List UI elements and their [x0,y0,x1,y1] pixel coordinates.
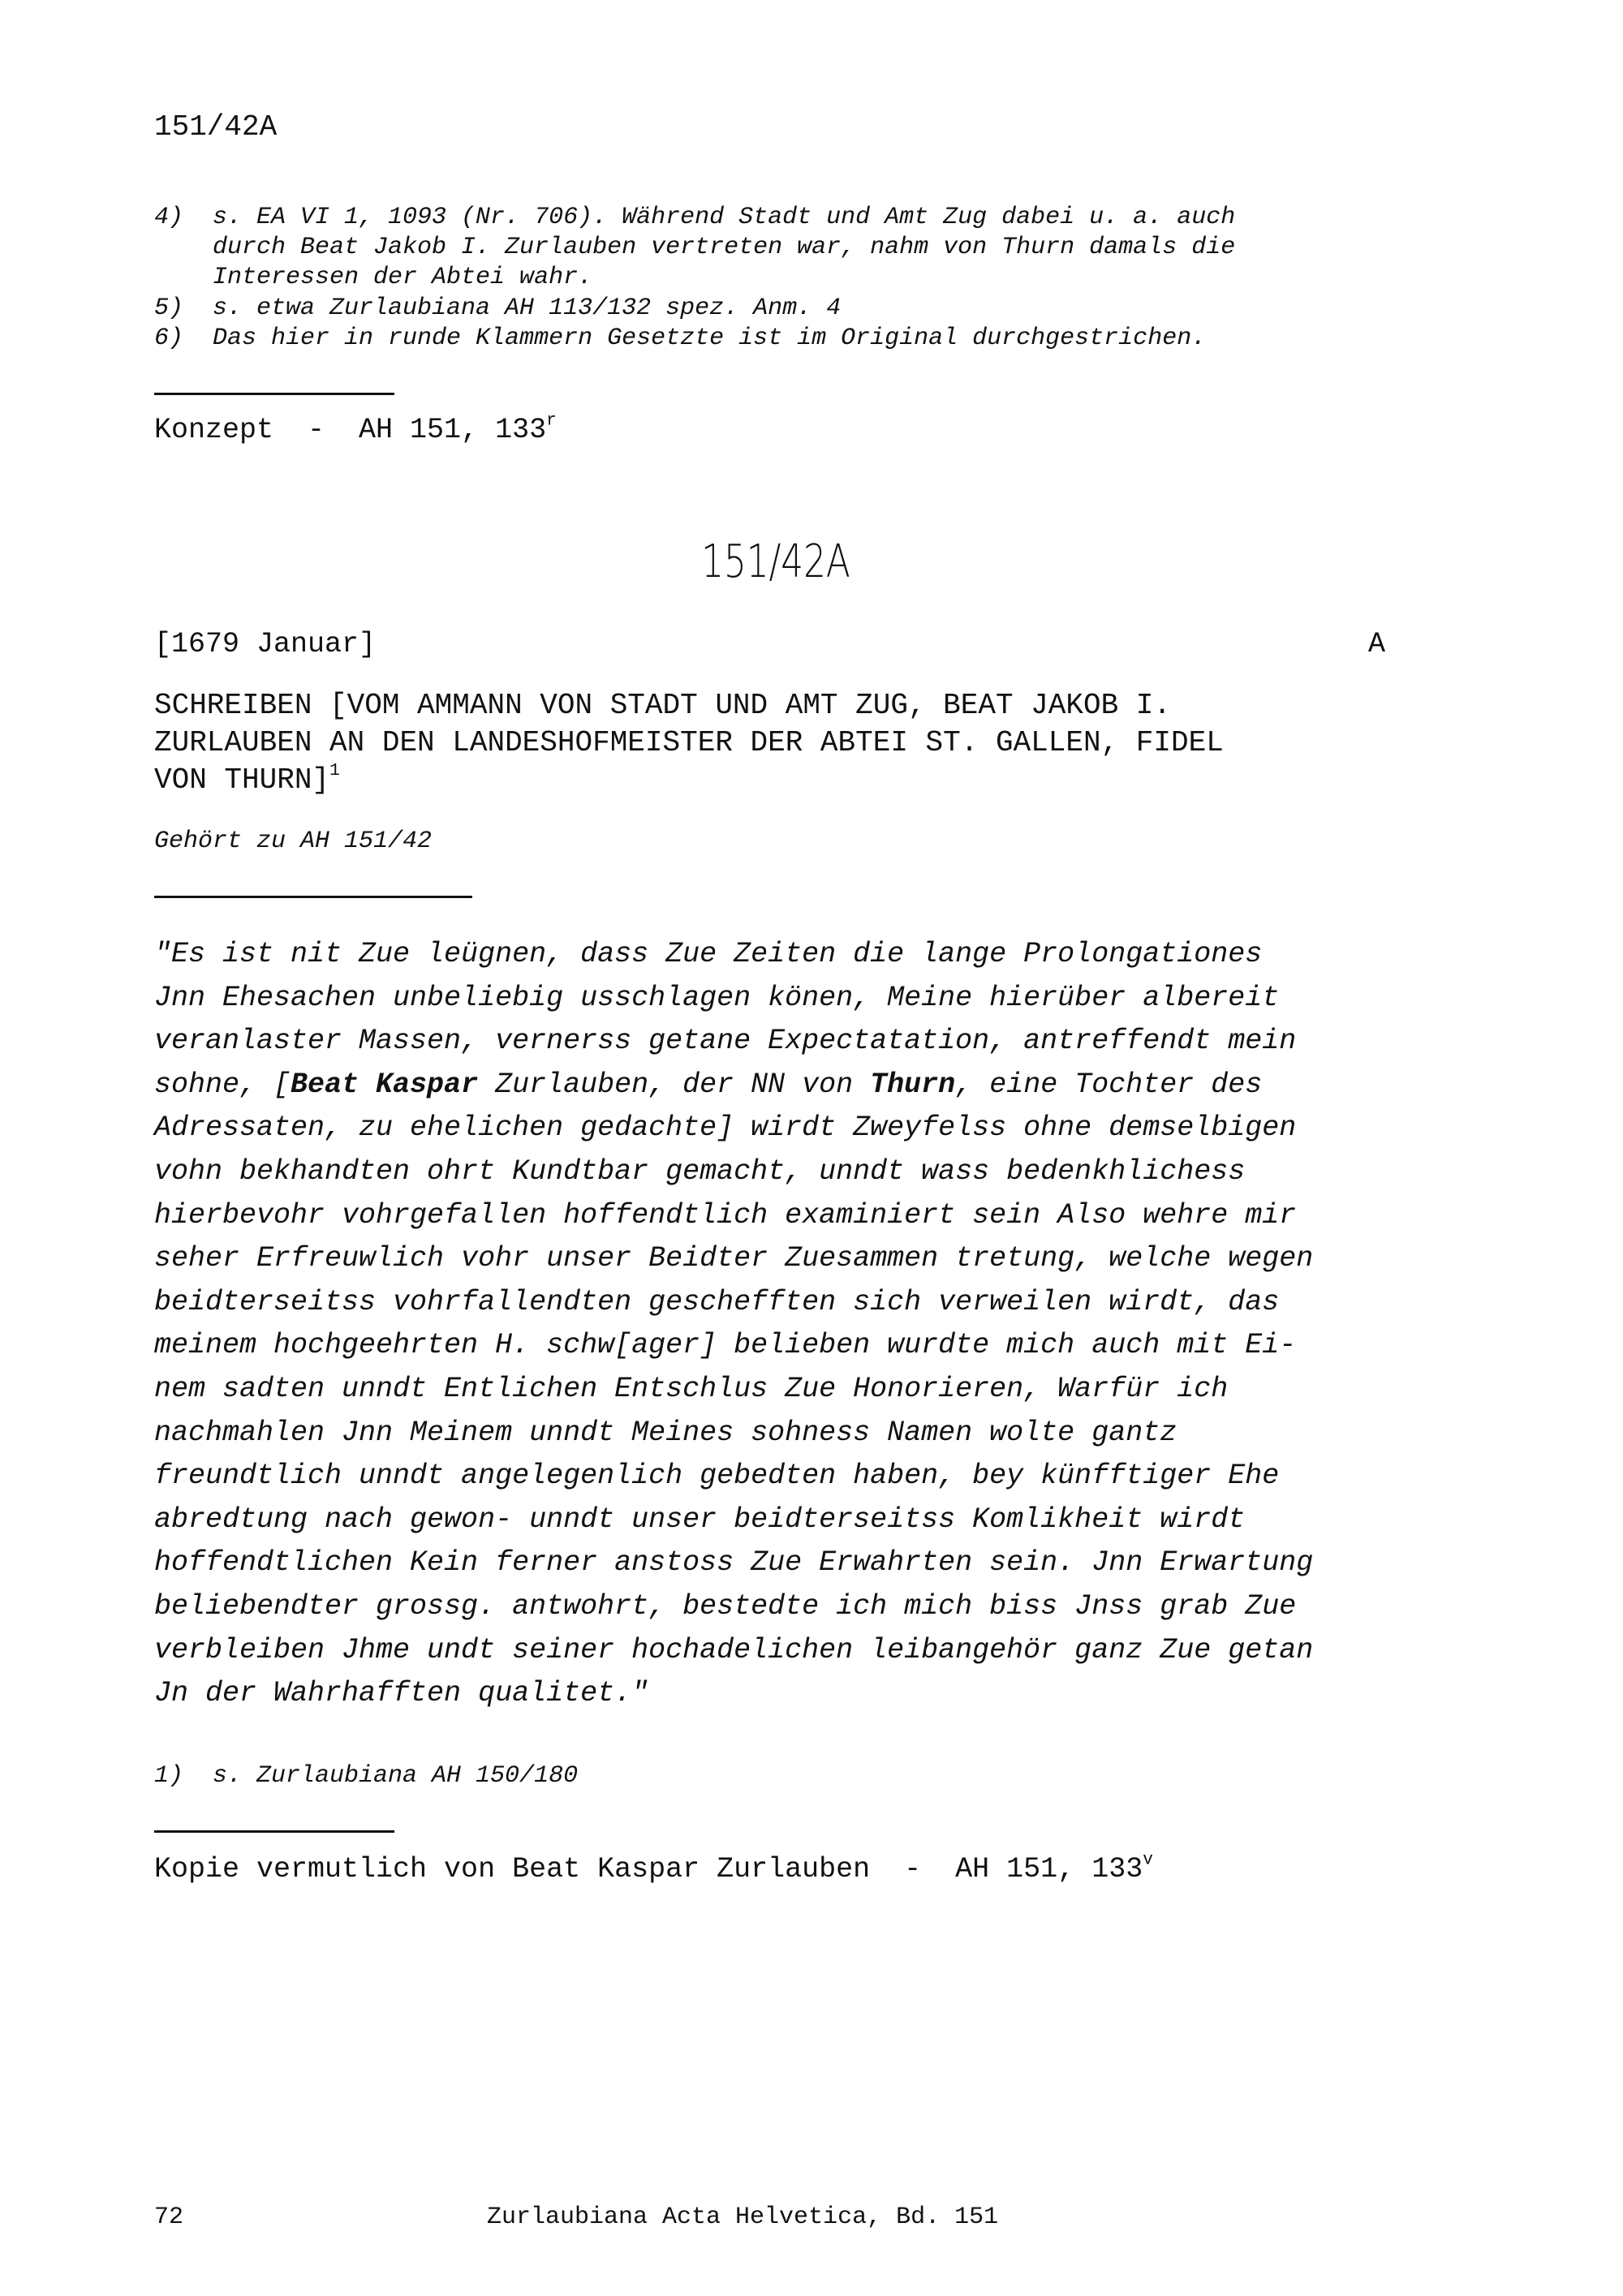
footnote-number: 4) [154,204,184,231]
footnote-5 [154,294,841,324]
footnote-text-line: s. EA VI 1, 1093 (Nr. 706). Während Stadt und Amt Zug dabei u. a. auch [213,204,1236,231]
quote-line: meinem hochgeehrten H. schw[ager] belieben wurdte mich auch mit Ei- [154,1329,1297,1362]
quote-line: hoffendtlichen Kein ferner anstoss Zue Erwahrten sein. Jnn Erwartung [154,1546,1314,1580]
quote-fragment: sohne, [ [154,1068,291,1101]
separator-rule [154,1830,394,1833]
quote-line: "Es ist nit Zue leügnen, dass Zue Zeiten die lange Prolongationes [154,938,1263,970]
footnote-number: 1) [154,1762,184,1790]
belongs-to-note: Gehört zu AH 151/42 [154,828,433,855]
document-number-heading: 151/42A [701,535,850,588]
footnote-reference: 1 [329,760,341,780]
quote-line: abredtung nach gewon- unndt unser beidterseitss Komlikheit wirdt [154,1503,1246,1536]
title-line: SCHREIBEN [VOM AMMANN VON STADT UND AMT ZUG, BEAT JAKOB I. [154,689,1172,722]
source-note-superscript: v [1143,1851,1153,1870]
quote-line: beidterseitss vohrfallendten geschefften sich verweilen wirdt, das [154,1285,1280,1318]
footnote-1 [154,1762,578,1790]
source-note-superscript: r [546,411,557,431]
quote-line: hierbevohr vohrgefallen hoffendtlich examiniert sein Also wehre mir [154,1198,1297,1232]
quote-line: nem sadten unndt Entlichen Entschlus Zue Honorieren, Warfür ich [154,1372,1229,1405]
quote-line: Jnn Ehesachen unbeliebig usschlagen könen, Meine hierüber albereit [154,981,1280,1014]
page-number: 72 [154,2204,184,2231]
source-note-text: Kopie vermutlich von Beat Kaspar Zurlauben - AH 151, 133 [154,1853,1143,1885]
source-note-top [154,411,557,446]
footnote-text-line: Interessen der Abtei wahr. [213,264,593,291]
quote-fragment: Zurlauben, der NN von [478,1068,871,1101]
footnote-4 [154,203,1235,293]
quote-fragment: , eine Tochter des [955,1068,1263,1101]
quote-line [154,1064,1420,1107]
quote-line: verbleiben Jhme undt seiner hochadelichen leibangehör ganz Zue getan [154,1633,1314,1666]
footnote-number: 6) [154,325,184,352]
emphasized-name: Thurn [870,1068,956,1101]
quote-line: veranlaster Massen, vernerss getane Expectatation, antreffendt mein [154,1025,1297,1058]
quote-line: Adressaten, zu ehelichen gedachte] wirdt Zweyfelss ohne demselbigen [154,1111,1297,1145]
source-note-bottom [154,1853,1153,1885]
title-line: ZURLAUBEN AN DEN LANDESHOFMEISTER DER ABTEI ST. GALLEN, FIDEL [154,726,1224,759]
document-title [154,687,1420,799]
quote-line: Jn der Wahrhafften qualitet." [154,1677,649,1710]
footnote-text-line: Das hier in runde Klammern Gesetzte ist im Original durchgestrichen. [213,325,1207,352]
footnote-text-line: s. etwa Zurlaubiana AH 113/132 spez. Anm. 4 [213,295,842,322]
footnote-number: 5) [154,295,184,322]
quoted-letter-text [154,933,1420,1716]
quote-line: beliebendter grossg. antwohrt, bestedte ich mich biss Jnss grab Zue [154,1589,1297,1623]
quote-line: seher Erfreuwlich vohr unser Beidter Zuesammen tretung, welche wegen [154,1242,1314,1275]
footnote-text: s. Zurlaubiana AH 150/180 [213,1762,579,1790]
publication-footer: Zurlaubiana Acta Helvetica, Bd. 151 [487,2204,999,2231]
quote-line: nachmahlen Jnn Meinem unndt Meines sohness Namen wolte gantz [154,1416,1177,1449]
document-date: [1679 Januar] [154,628,377,660]
title-line: VON THURN] [154,763,330,797]
quote-line: freundtlich unndt angelegenlich gebedten haben, bey künfftiger Ehe [154,1460,1280,1493]
separator-rule [154,393,394,395]
emphasized-name: Beat Kaspar [291,1068,479,1101]
footnote-6 [154,324,1206,354]
running-header-reference: 151/42A [154,110,278,144]
source-note-text: Konzept - AH 151, 133 [154,414,547,446]
separator-rule [154,896,472,898]
quote-line: vohn bekhandten ohrt Kundtbar gemacht, unndt wass bedenkhlichess [154,1154,1246,1188]
title-line-last [154,762,1420,799]
document-letter: A [1368,628,1386,660]
footnote-text-line: durch Beat Jakob I. Zurlauben vertreten war, nahm von Thurn damals die [213,234,1236,261]
